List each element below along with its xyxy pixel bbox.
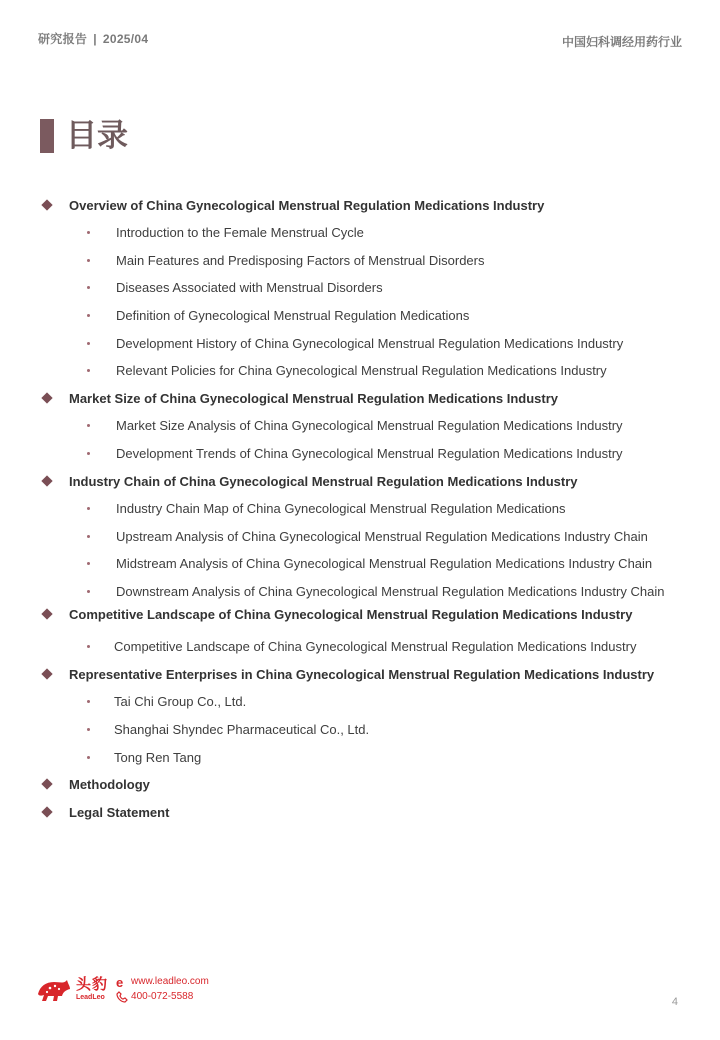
industry-name: 中国妇科调经用药行业 bbox=[561, 35, 682, 49]
dot-bullet-icon bbox=[87, 535, 90, 538]
website-line[interactable] bbox=[116, 974, 209, 989]
dot-bullet-icon bbox=[87, 728, 90, 731]
dot-bullet-icon bbox=[87, 231, 90, 234]
toc-subsection[interactable] bbox=[87, 691, 246, 711]
toc-entry-label: Definition of Gynecological Menstrual Regulation Medications bbox=[116, 307, 470, 323]
toc-section[interactable] bbox=[41, 774, 150, 794]
dot-bullet-icon bbox=[87, 314, 90, 317]
header-separator: | bbox=[93, 32, 97, 46]
toc-subsection[interactable] bbox=[87, 222, 364, 242]
toc-entry-label: Legal Statement bbox=[69, 804, 170, 820]
toc-entry-label: Introduction to the Female Menstrual Cycle bbox=[116, 224, 364, 240]
dot-bullet-icon bbox=[87, 369, 90, 372]
dot-bullet-icon bbox=[87, 424, 90, 427]
dot-bullet-icon bbox=[87, 645, 90, 648]
toc-entry-label: Upstream Analysis of China Gynecological Menstrual Regulation Medications Industry Chain bbox=[116, 528, 648, 544]
toc-entry-label: Shanghai Shyndec Pharmaceutical Co., Ltd. bbox=[114, 721, 370, 737]
page-title: 目录 bbox=[66, 118, 128, 153]
toc-entry-label: Representative Enterprises in China Gynecological Menstrual Regulation Medications Industry bbox=[69, 666, 655, 682]
toc-entry-label: Methodology bbox=[69, 776, 150, 792]
dot-bullet-icon bbox=[87, 700, 90, 703]
toc-entry-label: Competitive Landscape of China Gynecological Menstrual Regulation Medications Industry bbox=[69, 606, 633, 622]
toc-entry-label: Relevant Policies for China Gynecological Menstrual Regulation Medications Industry bbox=[116, 362, 607, 378]
toc-section[interactable] bbox=[41, 604, 632, 624]
report-label: 研究报告 bbox=[38, 32, 88, 46]
toc-subsection[interactable] bbox=[87, 553, 652, 573]
diamond-bullet-icon bbox=[41, 668, 52, 679]
phone-line bbox=[116, 989, 209, 1004]
leopard-logo-icon bbox=[36, 974, 72, 1004]
web-e-icon bbox=[116, 976, 128, 988]
toc-section[interactable] bbox=[41, 388, 558, 408]
toc-subsection[interactable] bbox=[87, 333, 623, 353]
toc-entry-label: Market Size of China Gynecological Menstrual Regulation Medications Industry bbox=[69, 390, 559, 406]
logo-english: LeadLeo bbox=[76, 993, 105, 1001]
toc-entry-label: Industry Chain of China Gynecological Menstrual Regulation Medications Industry bbox=[69, 473, 578, 489]
dot-bullet-icon bbox=[87, 507, 90, 510]
toc-entry-label: Midstream Analysis of China Gynecological Menstrual Regulation Medications Industry Chain bbox=[116, 555, 653, 571]
dot-bullet-icon bbox=[87, 286, 90, 289]
toc-entry-label: Market Size Analysis of China Gynecological Menstrual Regulation Medications Industry bbox=[116, 417, 623, 433]
toc-subsection[interactable] bbox=[87, 415, 623, 435]
toc-subsection[interactable] bbox=[87, 360, 607, 380]
dot-bullet-icon bbox=[87, 342, 90, 345]
diamond-bullet-icon bbox=[41, 778, 52, 789]
report-date: 2025/04 bbox=[102, 32, 149, 46]
toc-entry-label: Industry Chain Map of China Gynecological Menstrual Regulation Medications bbox=[116, 500, 566, 516]
title-accent-bar bbox=[40, 119, 54, 153]
diamond-bullet-icon bbox=[41, 806, 52, 817]
logo-chinese: 头豹 bbox=[76, 975, 109, 993]
website-link[interactable]: www.leadleo.com bbox=[131, 976, 209, 987]
logo-wordmark bbox=[76, 977, 108, 1002]
diamond-bullet-icon bbox=[41, 608, 52, 619]
toc-section[interactable] bbox=[41, 664, 654, 684]
phone-icon bbox=[116, 991, 128, 1003]
toc-subsection[interactable] bbox=[87, 581, 664, 601]
toc-subsection[interactable] bbox=[87, 277, 383, 297]
phone-number: 400-072-5588 bbox=[131, 991, 194, 1002]
footer-brand bbox=[36, 974, 209, 1004]
page-title-block bbox=[40, 118, 128, 154]
toc-entry-label: Development History of China Gynecological Menstrual Regulation Medications Industry bbox=[116, 335, 624, 351]
toc-entry-label: Downstream Analysis of China Gynecological Menstrual Regulation Medications Industry Chain bbox=[116, 583, 665, 599]
toc-section[interactable] bbox=[41, 195, 544, 215]
diamond-bullet-icon bbox=[41, 392, 52, 403]
toc-subsection[interactable] bbox=[87, 443, 623, 463]
contact-info bbox=[116, 974, 209, 1004]
toc-entry-label: Main Features and Predisposing Factors of Menstrual Disorders bbox=[116, 252, 485, 268]
dot-bullet-icon bbox=[87, 590, 90, 593]
dot-bullet-icon bbox=[87, 452, 90, 455]
toc-subsection[interactable] bbox=[87, 719, 369, 739]
toc-subsection[interactable] bbox=[87, 498, 565, 518]
toc-subsection[interactable] bbox=[87, 636, 636, 656]
toc-entry-label: Overview of China Gynecological Menstrual Regulation Medications Industry bbox=[69, 197, 545, 213]
toc-entry-label: Tong Ren Tang bbox=[114, 749, 202, 765]
toc-entry-label: Tai Chi Group Co., Ltd. bbox=[114, 693, 247, 709]
toc-section[interactable] bbox=[41, 471, 578, 491]
svg-text:e: e bbox=[116, 975, 124, 988]
dot-bullet-icon bbox=[87, 259, 90, 262]
toc-entry-label: Development Trends of China Gynecological Menstrual Regulation Medications Industry bbox=[116, 445, 623, 461]
toc-subsection[interactable] bbox=[87, 526, 648, 546]
diamond-bullet-icon bbox=[41, 475, 52, 486]
toc-subsection[interactable] bbox=[87, 305, 469, 325]
toc-section[interactable] bbox=[41, 802, 169, 822]
toc-entry-label: Competitive Landscape of China Gynecological Menstrual Regulation Medications Industry bbox=[114, 638, 637, 654]
diamond-bullet-icon bbox=[41, 199, 52, 210]
page-number: 4 bbox=[671, 996, 678, 1008]
toc-entry-label: Diseases Associated with Menstrual Disorders bbox=[116, 279, 383, 295]
dot-bullet-icon bbox=[87, 756, 90, 759]
report-header bbox=[38, 30, 148, 47]
dot-bullet-icon bbox=[87, 562, 90, 565]
toc-subsection[interactable] bbox=[87, 747, 201, 767]
toc-subsection[interactable] bbox=[87, 250, 485, 270]
